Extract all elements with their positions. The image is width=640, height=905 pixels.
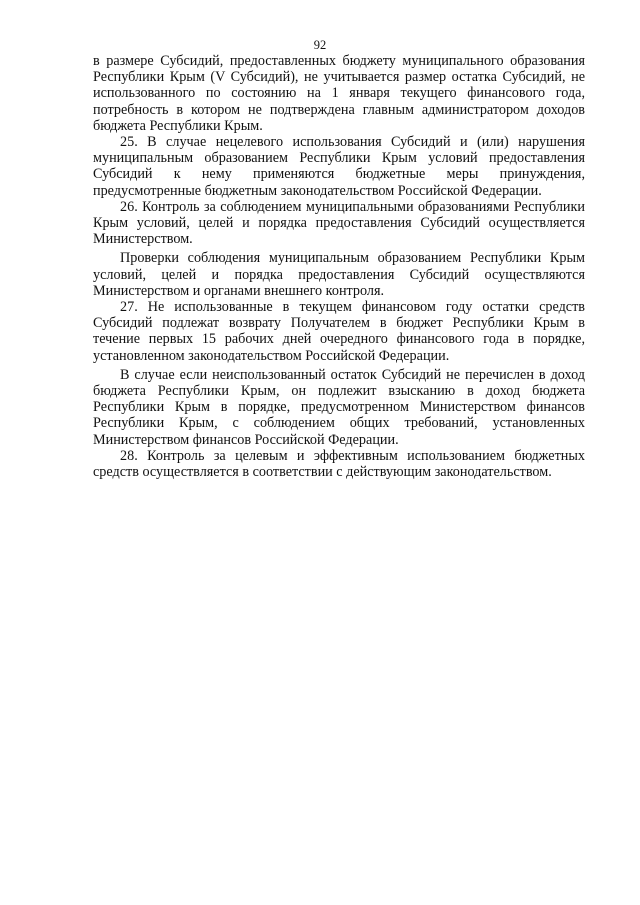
paragraph-clause-28: 28. Контроль за целевым и эффективным использованием бюджетных средств осуществляется в соответствии с действующим законодательством. [93,447,585,481]
page-number: 92 [313,38,327,52]
paragraph-continuation: в размере Субсидий, предоставленных бюджету муниципального образования Республики Крым (V Субсидий), не учитывается размер остатка Субсидий, не использованного по состоянию на 1 января текущего финансового года, потребность в котором не подтверждена главным администратором доходов бюджета Республики Крым. [93,53,585,134]
paragraph-clause-26-inspections: Проверки соблюдения муниципальным образованием Республики Крым условий, целей и порядка предоставления Субсидий осуществляются Министерством и органами внешнего контроля. [93,250,585,299]
paragraph-clause-27-recovery: В случае если неиспользованный остаток Субсидий не перечислен в доход бюджета Республики Крым, он подлежит взысканию в доход бюджета Республики Крым в порядке, предусмотренном Министерством финансов Республики Крым, с соблюдением общих требований, установленных Министерством финансов Российской Федерации. [93,366,585,448]
paragraph-clause-27: 27. Не использованные в текущем финансовом году остатки средств Субсидий подлежат возврату Получателем в бюджет Республики Крым в течение первых 15 рабочих дней очередного финансового года в порядке, установленном законодательством Российской Федерации. [93,299,585,364]
paragraph-clause-25: 25. В случае нецелевого использования Субсидий и (или) нарушения муниципальным образованием Республики Крым условий предоставления Субсидий к нему применяются бюджетные меры принуждения, предусмотренные бюджетным законодательством Российской Федерации. [93,134,585,199]
paragraph-clause-26: 26. Контроль за соблюдением муниципальными образованиями Республики Крым условий, целей и порядка предоставления Субсидий осуществляется Министерством. [93,198,585,248]
document-body [93,53,585,480]
